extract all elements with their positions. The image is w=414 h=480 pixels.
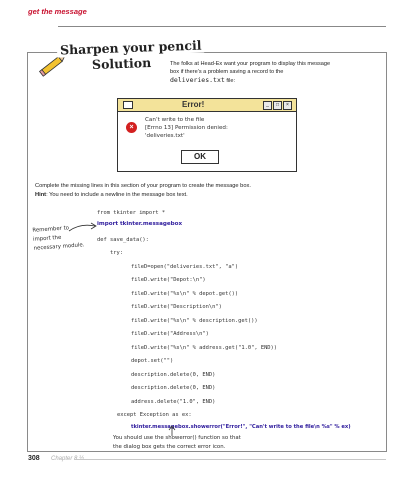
hint-text: : You need to include a newline in the message box text. bbox=[46, 192, 188, 198]
dialog-title: Error! bbox=[182, 100, 205, 109]
code-answer-showerror: tkinter.messagebox.showerror("Error!", "Can't write to the file\n %s" % ex) bbox=[131, 424, 351, 430]
code-line: except Exception as ex: bbox=[117, 412, 192, 418]
page-number: 308 bbox=[28, 455, 40, 462]
code-line: fileD.write("%s\n" % depot.get()) bbox=[131, 291, 239, 297]
sharpen-pencil-title: Sharpen your pencil bbox=[57, 37, 205, 57]
arrow-icon bbox=[160, 425, 180, 437]
close-button[interactable]: × bbox=[283, 101, 292, 110]
dialog-message-line-3: 'deliveries.txt' bbox=[145, 133, 185, 139]
dialog-message bbox=[145, 116, 228, 140]
error-icon: × bbox=[126, 122, 137, 133]
arrow-icon bbox=[68, 221, 98, 233]
intro-line-2: box if there’s a problem saving a record to the bbox=[170, 69, 284, 75]
maximize-button[interactable]: □ bbox=[273, 101, 282, 110]
annotation-line: You should use the showerror() function so that bbox=[113, 435, 241, 441]
hint bbox=[35, 192, 188, 198]
annotation-line: necessary module. bbox=[33, 242, 85, 252]
code-line: fileD.write("Description\n") bbox=[131, 304, 222, 310]
header-rule bbox=[58, 26, 386, 27]
code-line: description.delete(0, END) bbox=[131, 372, 216, 378]
code-line: try: bbox=[110, 250, 123, 256]
instructions: Complete the missing lines in this section of your program to create the message box. bbox=[35, 183, 251, 189]
dialog-title-bar bbox=[118, 99, 296, 112]
code-answer-import: import tkinter.messagebox bbox=[97, 221, 183, 227]
code-line: address.delete("1.0", END) bbox=[131, 399, 216, 405]
error-dialog bbox=[117, 98, 297, 172]
intro-text bbox=[170, 60, 380, 85]
code-line: fileD.write("%s\n" % address.get("1.0", END)) bbox=[131, 345, 278, 351]
hint-label: Hint bbox=[35, 192, 47, 198]
dialog-message-line-1: Can’t write to the file bbox=[145, 117, 205, 123]
code-line: fileD.write("Depot:\n") bbox=[131, 277, 206, 283]
annotation-line: the dialog box gets the correct error icon. bbox=[113, 444, 226, 450]
footer-rule bbox=[74, 459, 386, 460]
intro-line-1: The folks at Head-Ex want your program to display this message bbox=[170, 61, 331, 67]
intro-suffix: file: bbox=[224, 78, 236, 84]
code-line: fileD.write("%s\n" % description.get()) bbox=[131, 318, 258, 324]
code-line: def save_data(): bbox=[97, 237, 149, 243]
intro-line-3 bbox=[170, 76, 380, 85]
solution-title: Solution bbox=[91, 54, 152, 73]
ok-button[interactable]: OK bbox=[181, 150, 219, 164]
code-line: fileD=open("deliveries.txt", "a") bbox=[131, 264, 239, 270]
annotation-line: Remember to bbox=[32, 225, 70, 234]
code-line: from tkinter import * bbox=[97, 210, 166, 216]
dialog-message-line-2: [Errno 13] Permission denied: bbox=[145, 125, 228, 131]
minimize-button[interactable]: _ bbox=[263, 101, 272, 110]
code-line: fileD.write("Address\n") bbox=[131, 331, 209, 337]
window-app-icon bbox=[123, 101, 133, 109]
running-head: get the message bbox=[28, 7, 87, 16]
code-line: description.delete(0, END) bbox=[131, 385, 216, 391]
chapter-label: Chapter 8 ½ bbox=[51, 456, 85, 462]
intro-filename: deliveries.txt bbox=[170, 76, 225, 84]
code-line: depot.set("") bbox=[131, 358, 174, 364]
annotation-line: import the bbox=[32, 234, 62, 243]
